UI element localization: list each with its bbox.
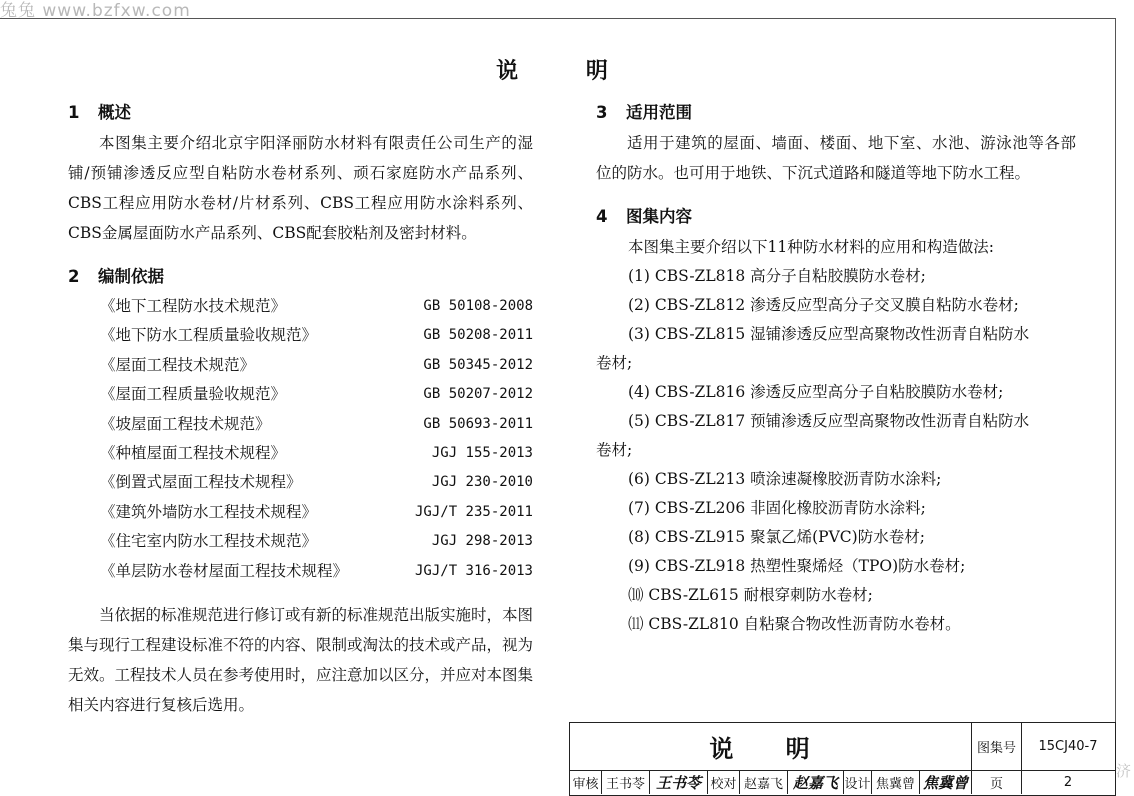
- review-label: 审核: [570, 770, 602, 794]
- title-block: [569, 722, 1116, 796]
- standard-row: [68, 527, 533, 556]
- materials-list: [596, 262, 1076, 639]
- material-item: [596, 494, 1076, 523]
- spacer: [68, 586, 533, 600]
- standard-code: GB 50207-2012: [423, 386, 533, 403]
- section-2-number: 2: [68, 267, 80, 286]
- material-item: [596, 610, 1076, 639]
- atlas-number: 15CJ40-7: [1038, 739, 1098, 754]
- section-1-body: 本图集主要介绍北京宇阳泽丽防水材料有限责任公司生产的湿铺/预铺渗透反应型自粘防水卷材系列、顽石家庭防水产品系列、CBS工程应用防水卷材/片材系列、CBS工程应用防水涂料系列、CBS金属屋面防水产品系列、CBS配套胶粘剂及密封材料。: [68, 134, 533, 242]
- section-2-heading: [68, 262, 533, 292]
- standard-row: [68, 351, 533, 380]
- standard-name: 《单层防水卷材屋面工程技术规程》: [100, 561, 349, 580]
- page-label: 页: [972, 770, 1022, 794]
- material-item-continuation: 卷材;: [596, 354, 633, 372]
- standard-code: JGJ 230-2010: [431, 474, 533, 491]
- material-item-continuation: 卷材;: [596, 441, 633, 459]
- material-item-text: (2) CBS-ZL812 渗透反应型高分子交叉膜自粘防水卷材;: [628, 296, 1019, 314]
- section-3-body: 适用于建筑的屋面、墙面、楼面、地下室、水池、游泳池等各部位的防水。也可用于地铁、下沉式道路和隧道等地下防水工程。: [596, 134, 1076, 182]
- checker-signature: 赵嘉飞: [788, 770, 844, 794]
- section-4-intro: 本图集主要介绍以下11种防水材料的应用和构造做法:: [628, 238, 994, 256]
- material-item-text: (7) CBS-ZL206 非固化橡胶沥青防水涂料;: [628, 499, 926, 517]
- material-item-text: (9) CBS-ZL918 热塑性聚烯烃（TPO)防水卷材;: [628, 557, 966, 575]
- material-item-text: (5) CBS-ZL817 预铺渗透反应型高聚物改性沥青自粘防水: [628, 412, 1030, 430]
- section-4-title: 图集内容: [626, 207, 692, 226]
- standards-list: [68, 292, 533, 586]
- material-item: [596, 407, 1076, 465]
- spacer: [596, 188, 1076, 202]
- standard-name: 《建筑外墙防水工程技术规程》: [100, 502, 318, 521]
- section-1-title: 概述: [98, 103, 131, 122]
- check-label: 校对: [708, 770, 740, 794]
- standard-code: JGJ 155-2013: [431, 444, 533, 461]
- spacer: [68, 248, 533, 262]
- standard-name: 《屋面工程质量验收规范》: [100, 385, 287, 404]
- left-column: [68, 98, 533, 720]
- material-item: [596, 262, 1076, 291]
- page-number: 2: [1063, 774, 1073, 790]
- standard-name: 《地下防水工程质量验收规范》: [100, 326, 318, 345]
- designer-signature: 焦冀曾: [920, 770, 972, 794]
- reviewer-name: 王书苓: [602, 770, 650, 794]
- material-item: [596, 581, 1076, 610]
- standard-row: [68, 498, 533, 527]
- standard-row: [68, 439, 533, 468]
- reviewer-signature: 王书苓: [650, 770, 708, 794]
- standard-name: 《坡屋面工程技术规范》: [100, 414, 271, 433]
- material-item: [596, 320, 1076, 378]
- section-4-number: 4: [596, 207, 608, 226]
- standard-code: GB 50345-2012: [423, 356, 533, 373]
- section-3-title: 适用范围: [626, 103, 692, 122]
- standard-code: JGJ/T 316-2013: [414, 562, 533, 579]
- section-1-number: 1: [68, 103, 80, 122]
- material-item: [596, 378, 1076, 407]
- section-1-heading: [68, 98, 533, 128]
- material-item-text: (6) CBS-ZL213 喷涂速凝橡胶沥青防水涂料;: [628, 470, 942, 488]
- title-block-row-top: [570, 723, 1115, 771]
- watermark-right: 济: [1116, 762, 1132, 780]
- section-3-heading: [596, 98, 1076, 128]
- standard-name: 《种植屋面工程技术规程》: [100, 443, 287, 462]
- material-item: [596, 291, 1076, 320]
- title-block-title: 说 明: [570, 723, 972, 770]
- standard-row: [68, 468, 533, 497]
- standard-code: JGJ/T 235-2011: [414, 503, 533, 520]
- standard-row: [68, 410, 533, 439]
- page-title: 说 明: [496, 59, 638, 84]
- right-column: [596, 98, 1076, 639]
- standard-name: 《住宅室内防水工程技术规范》: [100, 532, 318, 551]
- standard-row: [68, 380, 533, 409]
- material-item: [596, 552, 1076, 581]
- title-block-row-bottom: [570, 770, 1115, 794]
- standard-name: 《倒置式屋面工程技术规程》: [100, 473, 302, 492]
- material-item-text: (3) CBS-ZL815 湿铺渗透反应型高聚物改性沥青自粘防水: [628, 325, 1030, 343]
- material-item: [596, 523, 1076, 552]
- material-item-text: ⑾ CBS-ZL810 自粘聚合物改性沥青防水卷材。: [628, 615, 961, 633]
- standard-row: [68, 321, 533, 350]
- material-item-text: (8) CBS-ZL915 聚氯乙烯(PVC)防水卷材;: [628, 528, 925, 546]
- material-item-text: (4) CBS-ZL816 渗透反应型高分子自粘胶膜防水卷材;: [628, 383, 1004, 401]
- material-item-text: (1) CBS-ZL818 高分子自粘胶膜防水卷材;: [628, 267, 926, 285]
- design-label: 设计: [844, 770, 872, 794]
- standard-code: GB 50108-2008: [423, 298, 533, 314]
- standard-code: JGJ 298-2013: [431, 533, 533, 550]
- standard-code: GB 50693-2011: [423, 415, 533, 432]
- section-2-title: 编制依据: [98, 267, 164, 286]
- checker-name: 赵嘉飞: [740, 770, 788, 794]
- watermark: 兔兔 www.bzfxw.com: [0, 1, 191, 21]
- section-2-note: 当依据的标准规范进行修订或有新的标准规范出版实施时，本图集与现行工程建设标准不符的内容、限制或淘汰的技术或产品，视为无效。工程技术人员在参考使用时，应注意加以区分，并应对本图集相关内容进行复核后选用。: [68, 605, 534, 714]
- material-item: [596, 465, 1076, 494]
- standard-row: [68, 292, 533, 321]
- standard-code: GB 50208-2011: [423, 327, 533, 344]
- section-3-number: 3: [596, 103, 608, 122]
- material-item-text: ⑽ CBS-ZL615 耐根穿刺防水卷材;: [628, 586, 873, 604]
- section-4-heading: [596, 202, 1076, 232]
- standard-name: 《屋面工程技术规范》: [100, 355, 256, 374]
- designer-name: 焦冀曾: [872, 770, 920, 794]
- standard-row: [68, 557, 533, 586]
- standard-name: 《地下工程防水技术规范》: [100, 297, 287, 315]
- atlas-number-label: 图集号: [972, 723, 1022, 770]
